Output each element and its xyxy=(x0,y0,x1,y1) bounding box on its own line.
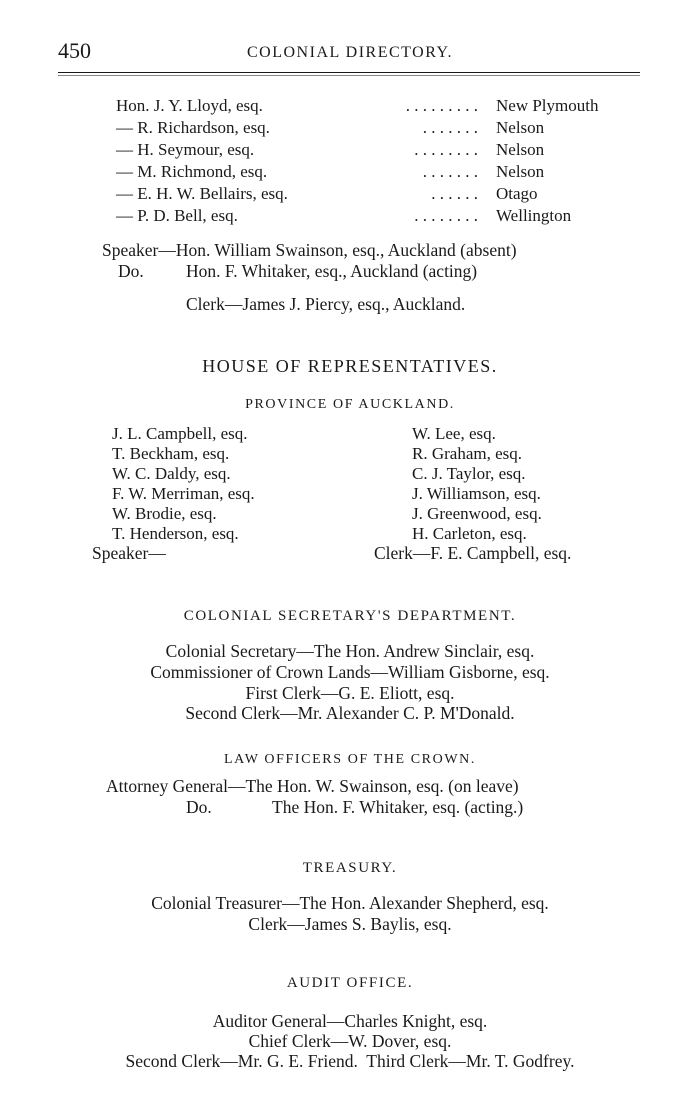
crown-lands-line: Commissioner of Crown Lands—William Gisborne, esq. xyxy=(150,662,550,682)
second-clerk-line: Second Clerk—Mr. Alexander C. P. M'Donald. xyxy=(185,703,515,723)
leader-dots: . . . . . . . . . xyxy=(405,96,478,115)
council-member-name: — R. Richardson, esq. xyxy=(116,118,270,137)
law-officers-title: LAW OFFICERS OF THE CROWN. xyxy=(224,752,476,767)
council-member-place: Nelson xyxy=(496,118,545,137)
header-rule xyxy=(58,72,640,73)
house-title: HOUSE OF REPRESENTATIVES. xyxy=(202,356,498,376)
leader-dots: . . . . . . . . xyxy=(414,140,478,159)
law-do-label: Do. xyxy=(186,797,212,817)
leader-dots: . . . . . . . xyxy=(422,162,478,181)
page-number: 450 xyxy=(58,38,91,63)
representative-right: J. Greenwood, esq. xyxy=(412,504,542,523)
auditor-general-line: Auditor General—Charles Knight, esq. xyxy=(212,1011,488,1031)
representative-right: R. Graham, esq. xyxy=(412,444,523,463)
audit-clerks-line: Second Clerk—Mr. G. E. Friend. Third Clerk—Mr. T. Godfrey. xyxy=(125,1051,575,1071)
representative-left: W. Brodie, esq. xyxy=(112,504,217,523)
attorney-general-line: Attorney General—The Hon. W. Swainson, esq. (on leave) xyxy=(106,776,519,796)
council-member-place: Nelson xyxy=(496,140,545,159)
council-member-name: — E. H. W. Bellairs, esq. xyxy=(116,184,288,203)
representative-right: J. Williamson, esq. xyxy=(412,484,541,503)
council-member-row xyxy=(0,96,700,118)
council-clerk-line: Clerk—James J. Piercy, esq., Auckland. xyxy=(186,294,466,314)
council-member-place: Otago xyxy=(496,184,538,203)
first-clerk-line: First Clerk—G. E. Eliott, esq. xyxy=(245,683,455,703)
council-member-name: — P. D. Bell, esq. xyxy=(116,206,238,225)
council-member-name: — M. Richmond, esq. xyxy=(116,162,268,181)
council-member-row xyxy=(0,140,700,162)
representative-right: C. J. Taylor, esq. xyxy=(412,464,526,483)
leader-dots: . . . . . . xyxy=(431,184,478,203)
leader-dots: . . . . . . . . xyxy=(414,206,478,225)
representative-right: H. Carleton, esq. xyxy=(412,524,527,543)
treasury-title: TREASURY. xyxy=(302,860,398,876)
council-member-row xyxy=(0,118,700,140)
council-member-row xyxy=(0,184,700,206)
province-heading: PROVINCE OF AUCKLAND. xyxy=(245,397,455,412)
council-do-label: Do. xyxy=(118,261,144,281)
chief-clerk-line: Chief Clerk—W. Dover, esq. xyxy=(248,1031,452,1051)
treasurer-line: Colonial Treasurer—The Hon. Alexander Shepherd, esq. xyxy=(151,893,549,913)
council-member-name: Hon. J. Y. Lloyd, esq. xyxy=(116,96,263,115)
representative-left: T. Beckham, esq. xyxy=(112,444,230,463)
header-rule-secondary xyxy=(58,75,640,76)
audit-office-title: AUDIT OFFICE. xyxy=(286,975,414,991)
council-member-row xyxy=(0,162,700,184)
council-member-row xyxy=(0,206,700,228)
council-member-place: New Plymouth xyxy=(496,96,599,115)
council-speaker-line: Speaker—Hon. William Swainson, esq., Auckland (absent) xyxy=(102,240,517,260)
law-do-text: The Hon. F. Whitaker, esq. (acting.) xyxy=(272,797,524,817)
house-clerk: Clerk—F. E. Campbell, esq. xyxy=(374,543,572,563)
treasury-clerk-line: Clerk—James S. Baylis, esq. xyxy=(248,914,452,934)
leader-dots: . . . . . . . xyxy=(422,118,478,137)
representative-right: W. Lee, esq. xyxy=(412,424,496,443)
house-speaker: Speaker— xyxy=(92,543,166,563)
running-head: COLONIAL DIRECTORY. xyxy=(247,44,453,61)
council-member-name: — H. Seymour, esq. xyxy=(116,140,255,159)
representative-left: W. C. Daldy, esq. xyxy=(112,464,231,483)
representative-left: J. L. Campbell, esq. xyxy=(112,424,248,443)
council-member-place: Wellington xyxy=(496,206,572,225)
representative-left: T. Henderson, esq. xyxy=(112,524,239,543)
council-member-place: Nelson xyxy=(496,162,545,181)
representative-left: F. W. Merriman, esq. xyxy=(112,484,255,503)
council-do-text: Hon. F. Whitaker, esq., Auckland (acting) xyxy=(186,261,478,281)
colonial-secretary-title: COLONIAL SECRETARY'S DEPARTMENT. xyxy=(183,608,517,624)
colonial-secretary-line: Colonial Secretary—The Hon. Andrew Sinclair, esq. xyxy=(165,641,535,661)
